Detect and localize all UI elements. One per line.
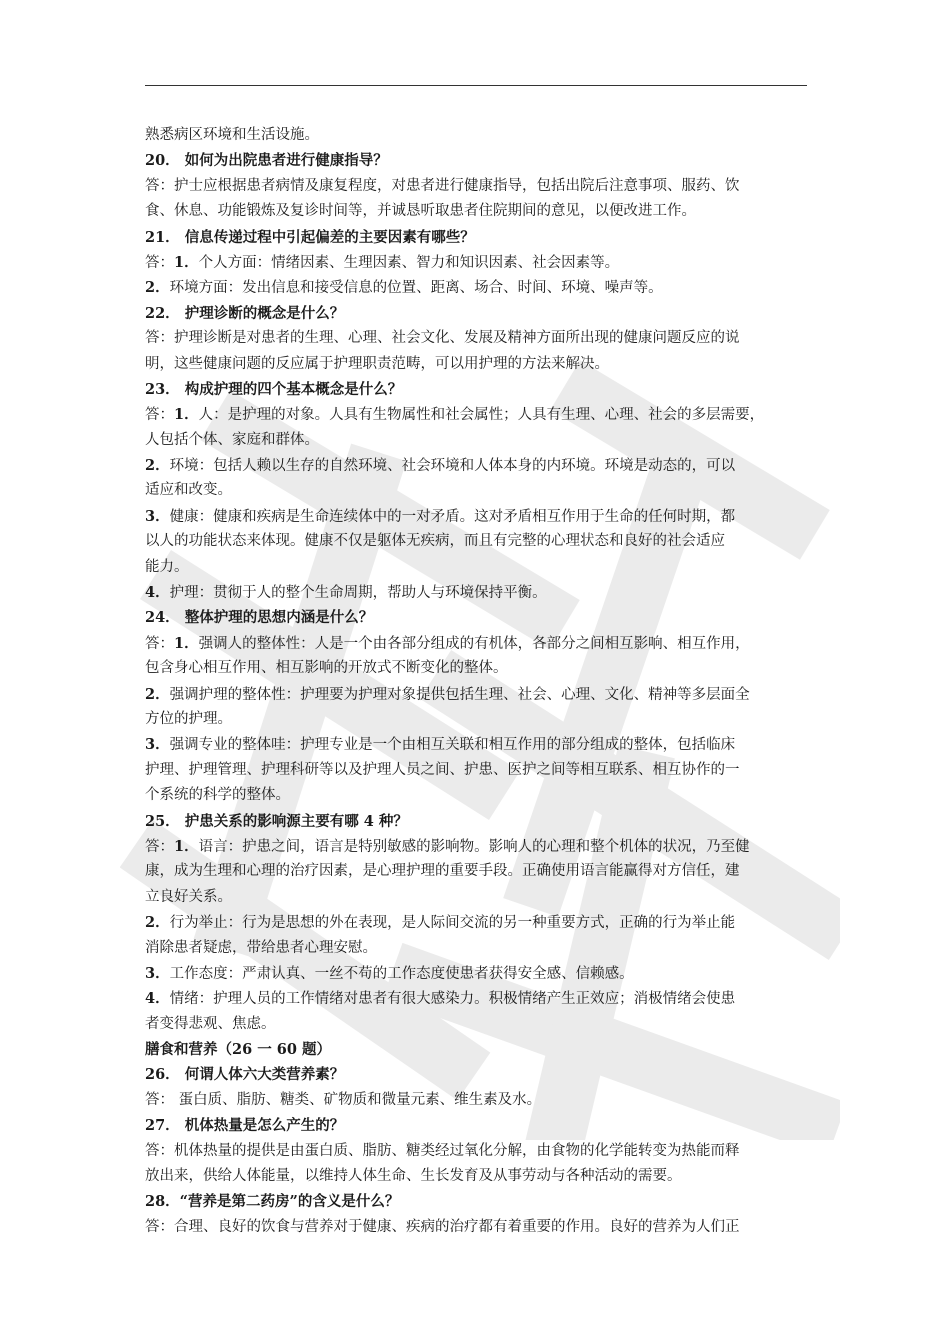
line-text: 者变得悲观、焦虑。 (145, 1015, 276, 1032)
text-line (145, 478, 807, 503)
text-line (145, 885, 807, 910)
text-line (145, 1215, 807, 1240)
text-line (145, 275, 807, 300)
question-heading (145, 225, 807, 250)
answer-prefix: 答： (145, 838, 174, 855)
text-line (145, 555, 807, 580)
item-number: 1． (174, 253, 199, 271)
line-text: 以人的功能状态来体现。健康不仅是躯体无疾病，而且有完整的心理状态和良好的社会适应 (145, 533, 725, 550)
line-text: 27． 机体热量是怎么产生的？ (145, 1117, 345, 1135)
text-line (145, 352, 807, 377)
line-text: 人包括个体、家庭和群体。 (145, 431, 319, 448)
line-text: 膳食和营养（26 一 60 题） (145, 1041, 331, 1059)
question-heading (145, 377, 807, 402)
line-text: 个系统的科学的整体。 (145, 787, 290, 804)
line-text: 情绪：护理人员的工作情绪对患者有很大感染力。积极情绪产生正效应；消极情绪会使患 (169, 991, 736, 1008)
text-line (145, 834, 807, 859)
text-line (145, 707, 807, 732)
line-text: 强调护理的整体性：护理要为护理对象提供包括生理、社会、心理、文化、精神等多层面全 (169, 686, 750, 703)
line-text: 工作态度：严肃认真、一丝不苟的工作态度使患者获得安全感、信赖感。 (169, 965, 634, 982)
line-text: 健康：健康和疾病是生命连续体中的一对矛盾。这对矛盾相互作用于生命的任何时期，都 (169, 508, 736, 525)
text-line (145, 910, 807, 935)
item-number: 3． (145, 736, 170, 754)
text-line (145, 250, 807, 275)
line-text: 立良好关系。 (145, 888, 232, 905)
header-rule (145, 85, 807, 86)
text-line (145, 732, 807, 757)
question-heading (145, 301, 807, 326)
text-line (145, 986, 807, 1011)
line-text: 环境方面：发出信息和接受信息的位置、距离、场合、时间、环境、噪声等。 (169, 280, 663, 297)
line-text: 熟悉病区环境和生活设施。 (145, 127, 319, 143)
line-text: 23． 构成护理的四个基本概念是什么？ (145, 380, 403, 398)
text-line (145, 1164, 807, 1189)
item-number: 2． (145, 914, 170, 932)
line-text: 25． 护患关系的影响源主要有哪 4 种？ (145, 812, 408, 830)
line-text: 人：是护理的对象。人具有生物属性和社会属性；人具有生理、心理、社会的多层需要， (198, 407, 765, 424)
line-text: 行为举止：行为是思想的外在表现，是人际间交流的另一种重要方式，正确的行为举止能 (169, 915, 736, 932)
line-text: 答： 蛋白质、脂肪、糖类、矿物质和微量元素、维生素及水。 (145, 1091, 542, 1108)
line-text: 24． 整体护理的思想内涵是什么？ (145, 609, 374, 627)
text-line (145, 1012, 807, 1037)
question-heading (145, 1062, 807, 1087)
question-heading (145, 148, 807, 173)
line-text: 放出来，供给人体能量，以维持人体生命、生长发育及从事劳动与各种活动的需要。 (145, 1168, 682, 1185)
text-line (145, 402, 807, 427)
line-text: 强调专业的整体哇：护理专业是一个由相互关联和相互作用的部分组成的整体，包括临床 (169, 737, 736, 754)
text-line (145, 961, 807, 986)
text-line (145, 326, 807, 351)
question-heading (145, 1113, 807, 1138)
text-line (145, 529, 807, 554)
text-line (145, 631, 807, 656)
text-line (145, 758, 807, 783)
item-number: 2． (145, 457, 170, 475)
text-line (145, 199, 807, 224)
item-number: 3． (145, 964, 170, 982)
text-line (145, 1139, 807, 1164)
item-number: 3． (145, 507, 170, 525)
answer-prefix: 答： (145, 635, 174, 652)
text-line (145, 428, 807, 453)
text-line (145, 656, 807, 681)
text-line (145, 936, 807, 961)
text-line (145, 174, 807, 199)
line-text: 明，这些健康问题的反应属于护理职责范畴，可以用护理的方法来解决。 (145, 355, 609, 372)
line-text: 康，成为生理和心理的治疗因素，是心理护理的重要手段。正确使用语言能赢得对方信任，建 (145, 863, 740, 880)
text-line (145, 859, 807, 884)
line-text: 答：护理诊断是对患者的生理、心理、社会文化、发展及精神方面所出现的健康问题反应的说 (145, 330, 740, 347)
line-text: 能力。 (145, 558, 189, 575)
line-text: 答：合理、良好的饮食与营养对于健康、疾病的治疗都有着重要的作用。良好的营养为人们正 (145, 1218, 740, 1235)
line-text: 方位的护理。 (145, 710, 232, 727)
text-line (145, 580, 807, 605)
line-text: 个人方面：情绪因素、生理因素、智力和知识因素、社会因素等。 (198, 254, 620, 271)
line-text: 环境：包括人赖以生存的自然环境、社会环境和人体本身的内环境。环境是动态的，可以 (169, 458, 736, 475)
line-text: 22． 护理诊断的概念是什么？ (145, 304, 345, 322)
line-text: 护理、护理管理、护理科研等以及护理人员之间、护患、医护之间等相互联系、相互协作的一 (145, 761, 740, 778)
text-line (145, 682, 807, 707)
answer-prefix: 答： (145, 254, 174, 271)
line-text: 护理：贯彻于人的整个生命周期，帮助人与环境保持平衡。 (169, 585, 547, 602)
answer-prefix: 答： (145, 407, 174, 424)
line-text: 26． 何谓人体六大类营养素？ (145, 1066, 345, 1084)
document-body (145, 123, 807, 1240)
text-line (145, 504, 807, 529)
line-text: 20． 如何为出院患者进行健康指导？ (145, 152, 388, 170)
line-text: 强调人的整体性：人是一个由各部分组成的有机体，各部分之间相互影响、相互作用， (198, 635, 750, 652)
item-number: 4． (145, 990, 170, 1008)
question-heading (145, 809, 807, 834)
text-line (145, 1088, 807, 1113)
line-text: 包含身心相互作用、相互影响的开放式不断变化的整体。 (145, 660, 508, 677)
item-number: 1． (174, 406, 199, 424)
line-text: 21． 信息传递过程中引起偏差的主要因素有哪些？ (145, 228, 475, 246)
line-text: 答：护士应根据患者病情及康复程度，对患者进行健康指导，包括出院后注意事项、服药、饮 (145, 177, 740, 194)
line-text: 消除患者疑虑，带给患者心理安慰。 (145, 939, 377, 956)
item-number: 1． (174, 837, 199, 855)
item-number: 4． (145, 584, 170, 602)
line-text: 语言：护患之间，语言是特别敏感的影响物。影响人的心理和整个机体的状况，乃至健 (198, 838, 750, 855)
line-text: 28．“营养是第二药房”的含义是什么？ (145, 1193, 400, 1211)
item-number: 2． (145, 685, 170, 703)
item-number: 2． (145, 279, 170, 297)
text-line (145, 453, 807, 478)
text-line (145, 783, 807, 808)
question-heading (145, 605, 807, 630)
line-text: 适应和改变。 (145, 482, 232, 499)
item-number: 1． (174, 634, 199, 652)
question-heading (145, 1037, 807, 1062)
text-line (145, 123, 807, 148)
line-text: 食、休息、功能锻炼及复诊时间等，并诚恳听取患者住院期间的意见，以便改进工作。 (145, 203, 696, 220)
question-heading (145, 1189, 807, 1214)
line-text: 答：机体热量的提供是由蛋白质、脂肪、糖类经过氧化分解，由食物的化学能转变为热能而释 (145, 1142, 740, 1159)
